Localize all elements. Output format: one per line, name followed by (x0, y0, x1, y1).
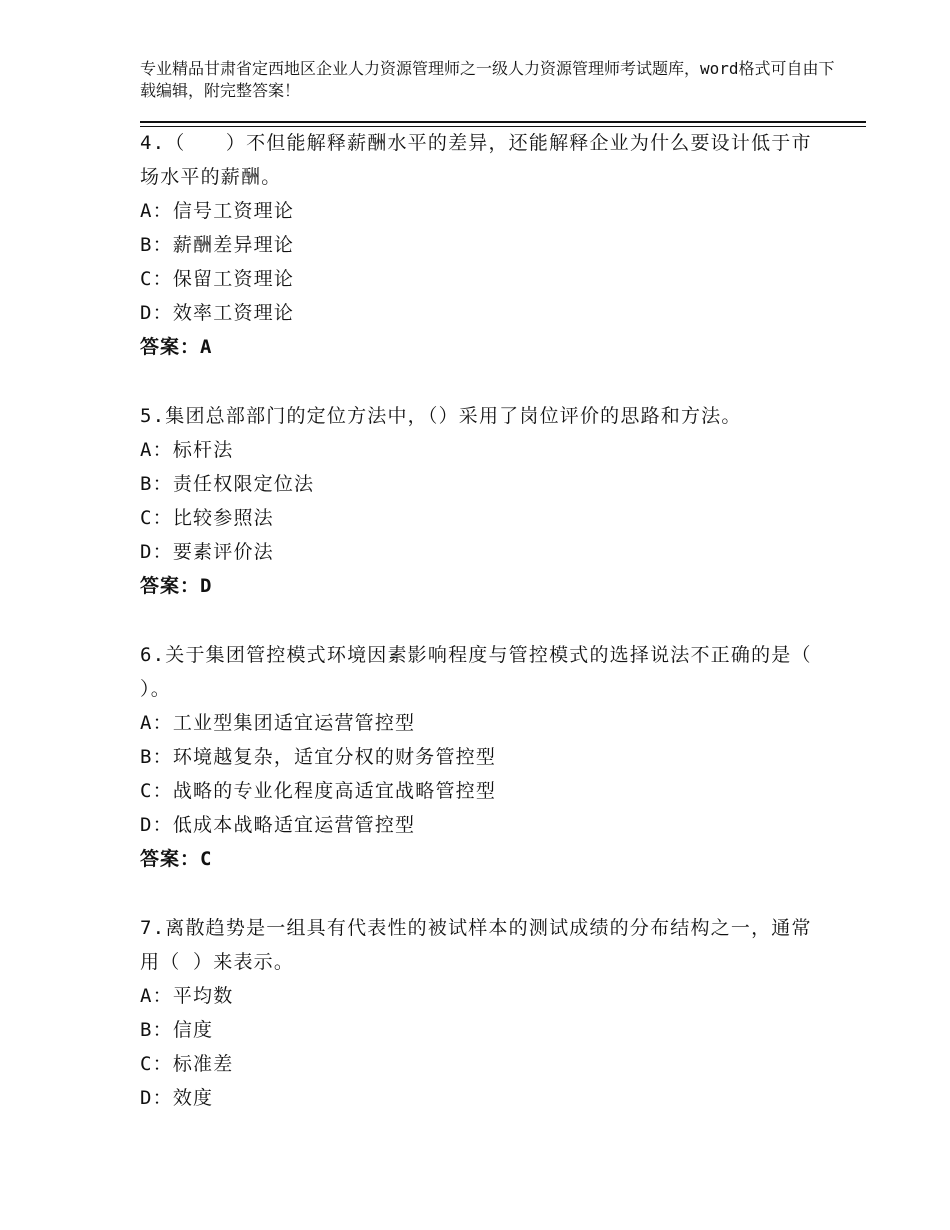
option-d: D：要素评价法 (140, 541, 274, 563)
option-b: B：环境越复杂，适宜分权的财务管控型 (140, 746, 497, 768)
option-b: B：薪酬差异理论 (140, 234, 295, 256)
option-a: A：平均数 (140, 985, 234, 1007)
question-4 (140, 126, 830, 364)
option-d: D：效度 (140, 1087, 214, 1109)
answer-line: 答案：D (140, 575, 213, 597)
question-7 (140, 911, 830, 1115)
option-c: C：比较参照法 (140, 507, 274, 529)
document-header: 专业精品甘肃省定西地区企业人力资源管理师之一级人力资源管理师考试题库，word格式可自由下载编辑，附完整答案！ (140, 59, 835, 100)
option-a: A：工业型集团适宜运营管控型 (140, 712, 416, 734)
question-5 (140, 399, 830, 603)
header-rule-thick (140, 121, 866, 123)
answer-line: 答案：C (140, 848, 213, 870)
option-d: D：低成本战略适宜运营管控型 (140, 814, 416, 836)
question-stem: 5.集团总部部门的定位方法中，（）采用了岗位评价的思路和方法。 (140, 405, 742, 427)
option-a: A：信号工资理论 (140, 200, 295, 222)
option-c: C：保留工资理论 (140, 268, 295, 290)
question-stem: 6.关于集团管控模式环境因素影响程度与管控模式的选择说法不正确的是（ ）。 (140, 644, 825, 700)
option-d: D：效率工资理论 (140, 302, 295, 324)
question-stem: 7.离散趋势是一组具有代表性的被试样本的测试成绩的分布结构之一，通常用（ ）来表示。 (140, 917, 812, 973)
answer-line: 答案：A (140, 336, 213, 358)
option-c: C：战略的专业化程度高适宜战略管控型 (140, 780, 497, 802)
question-stem: 4.（ ）不但能解释薪酬水平的差异，还能解释企业为什么要设计低于市场水平的薪酬。 (140, 132, 812, 188)
option-b: B：信度 (140, 1019, 214, 1041)
option-c: C：标准差 (140, 1053, 234, 1075)
option-b: B：责任权限定位法 (140, 473, 315, 495)
question-6 (140, 638, 830, 876)
option-a: A：标杆法 (140, 439, 234, 461)
